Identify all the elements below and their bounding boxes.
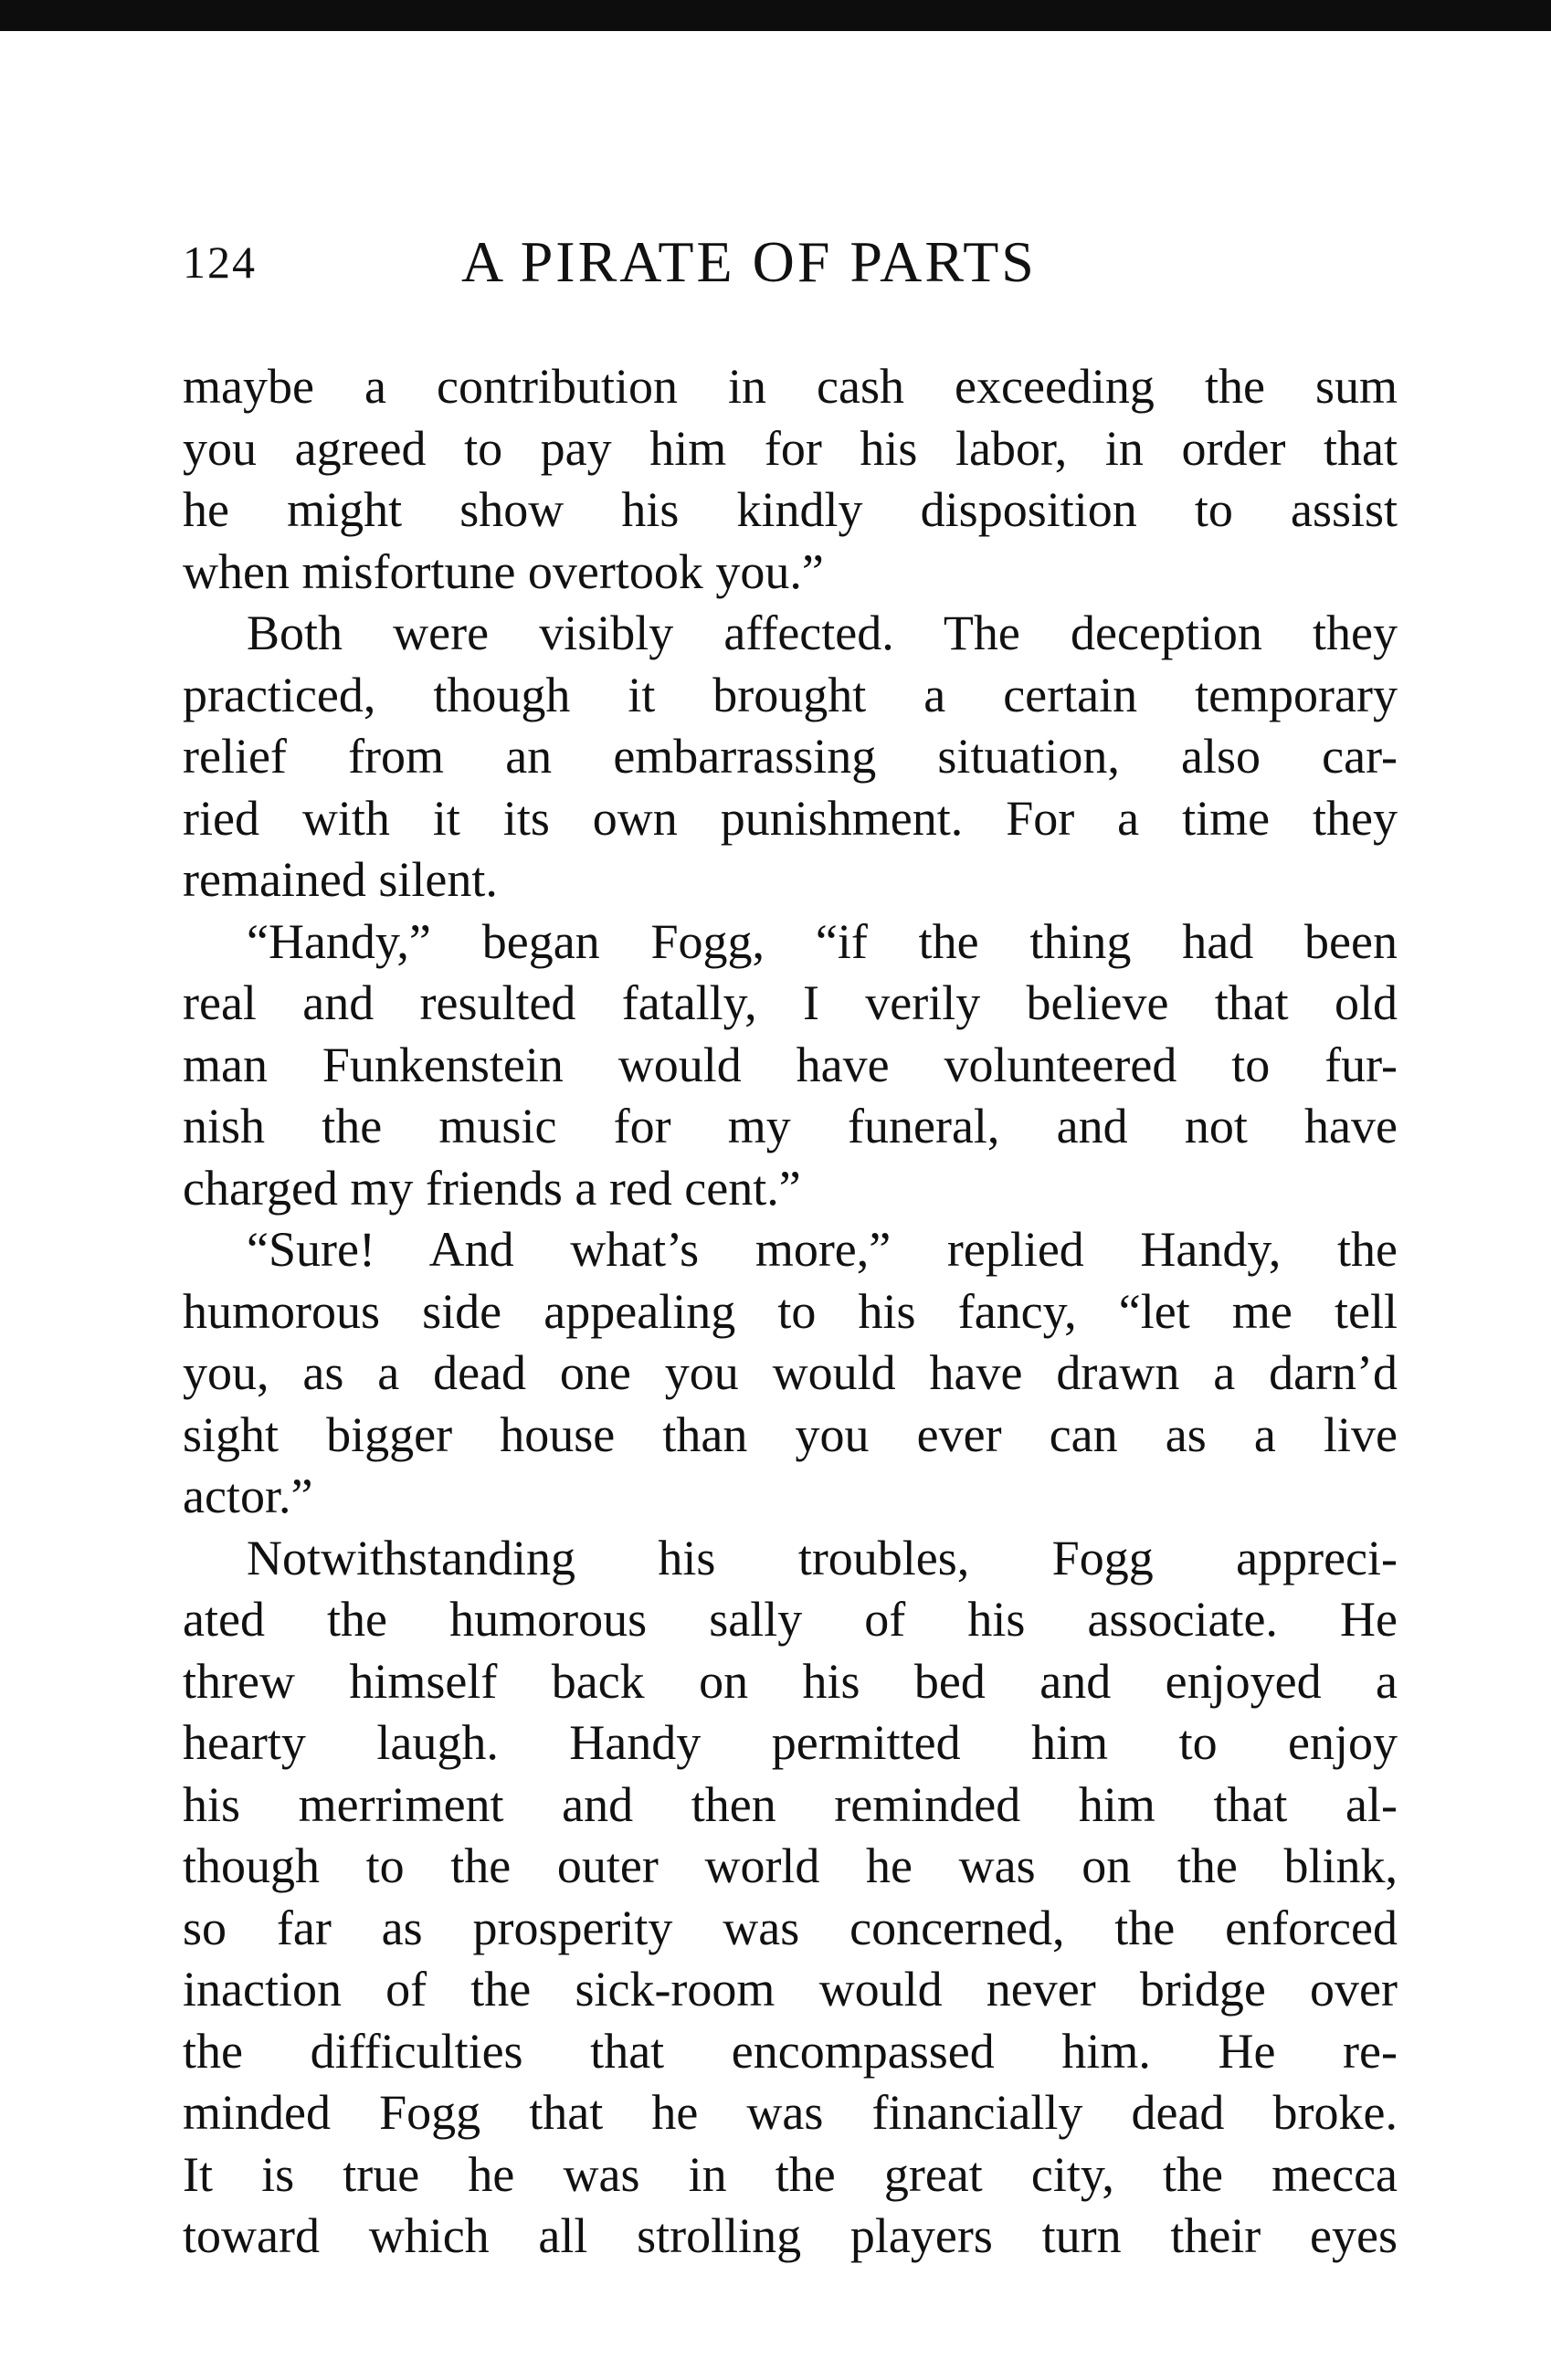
text-line: Notwithstanding his troubles, Fogg appreci- (247, 1530, 1398, 1585)
top-border-rule (0, 0, 1551, 31)
text-line: “Sure! And what’s more,” replied Handy, the (247, 1222, 1398, 1277)
paragraph (183, 911, 1398, 1220)
text-line: minded Fogg that he was financially dead broke. (183, 2085, 1398, 2140)
text-line: ried with it its own punishment. For a time they (183, 790, 1398, 846)
text-line: the difficulties that encompassed him. He re- (183, 2023, 1398, 2079)
text-line: when misfortune overtook you.” (183, 543, 824, 599)
book-title: A PIRATE OF PARTS (461, 229, 1037, 294)
paragraph (183, 603, 1398, 911)
paragraph (183, 356, 1398, 603)
body-text (183, 356, 1398, 2268)
text-line: It is true he was in the great city, the mecca (183, 2146, 1398, 2202)
text-line: Both were visibly affected. The deception they (247, 606, 1398, 660)
paragraph (183, 1219, 1398, 1528)
page-number: 124 (183, 237, 257, 288)
text-line: actor.” (183, 1469, 313, 1523)
text-line: so far as prosperity was concerned, the enforced (183, 1900, 1398, 1955)
text-line: remained silent. (183, 852, 498, 907)
text-line: you, as a dead one you would have drawn a darn’d (183, 1345, 1398, 1400)
text-line: charged my friends a red cent.” (183, 1160, 801, 1216)
text-line: ated the humorous sally of his associate. He (183, 1592, 1398, 1647)
text-line: man Funkenstein would have volunteered to fur- (183, 1037, 1398, 1092)
paragraph (183, 1528, 1398, 2268)
text-line: practiced, though it brought a certain temporary (183, 667, 1398, 722)
text-line: sight bigger house than you ever can as a live (183, 1406, 1398, 1462)
text-line: real and resulted fatally, I verily believe that old (183, 975, 1398, 1030)
text-line: relief from an embarrassing situation, also car- (183, 729, 1398, 784)
text-line: he might show his kindly disposition to assist (183, 482, 1398, 537)
text-line: threw himself back on his bed and enjoyed a (183, 1653, 1398, 1709)
text-line: hearty laugh. Handy permitted him to enjoy (183, 1715, 1398, 1770)
text-line: you agreed to pay him for his labor, in order that (183, 420, 1398, 476)
text-line: nish the music for my funeral, and not have (183, 1099, 1398, 1153)
text-line: “Handy,” began Fogg, “if the thing had been (247, 913, 1398, 969)
text-line: though to the outer world he was on the blink, (183, 1838, 1398, 1893)
text-line: maybe a contribution in cash exceeding the sum (183, 359, 1398, 414)
text-line: his merriment and then reminded him that al- (183, 1776, 1398, 1832)
running-head (183, 228, 1398, 301)
text-line: toward which all strolling players turn their eyes (183, 2208, 1398, 2263)
text-line: humorous side appealing to his fancy, “let me tell (183, 1283, 1398, 1339)
text-line: inaction of the sick-room would never bridge over (183, 1962, 1398, 2017)
